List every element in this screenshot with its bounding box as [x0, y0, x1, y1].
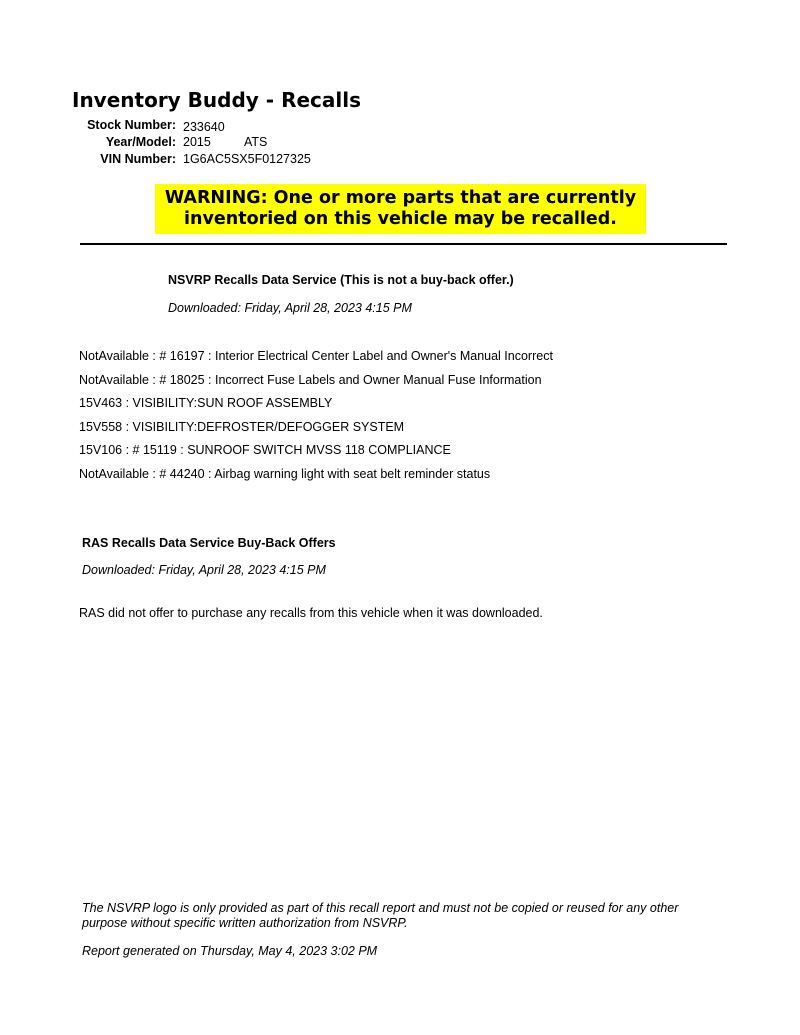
vin-value: 1G6AC5SX5F0127325: [183, 152, 311, 166]
year-model-label: Year/Model:: [105, 135, 176, 149]
recall-item: 15V463 : VISIBILITY:SUN ROOF ASSEMBLY: [79, 396, 333, 410]
vin-label: VIN Number:: [100, 152, 176, 166]
recall-item: NotAvailable : # 16197 : Interior Electrical Center Label and Owner's Manual Incorrect: [79, 349, 553, 363]
logo-disclaimer: The NSVRP logo is only provided as part of this recall report and must not be copied or reused for any other purpose without specific written authorization from NSVRP.: [82, 901, 679, 930]
ras-downloaded: Downloaded: Friday, April 28, 2023 4:15 PM: [82, 563, 326, 577]
ras-message: RAS did not offer to purchase any recalls from this vehicle when it was downloaded.: [79, 606, 543, 620]
stock-number-label: Stock Number:: [87, 118, 176, 132]
page-title: Inventory Buddy - Recalls: [72, 88, 361, 112]
recall-item: NotAvailable : # 44240 : Airbag warning light with seat belt reminder status: [79, 467, 491, 481]
year-value: 2015: [183, 135, 211, 149]
stock-number-value: 233640: [183, 120, 225, 134]
recall-item: 15V558 : VISIBILITY:DEFROSTER/DEFOGGER SYSTEM: [79, 420, 405, 434]
ras-section-title: RAS Recalls Data Service Buy-Back Offers: [82, 536, 336, 550]
nsvrp-section-title: NSVRP Recalls Data Service (This is not a buy-back offer.): [168, 273, 514, 287]
warning-line-1: WARNING: One or more parts that are currently: [164, 188, 637, 208]
model-value: ATS: [244, 135, 268, 149]
report-generated: Report generated on Thursday, May 4, 2023 3:02 PM: [82, 944, 378, 958]
nsvrp-downloaded: Downloaded: Friday, April 28, 2023 4:15 PM: [168, 301, 412, 315]
recall-item: NotAvailable : # 18025 : Incorrect Fuse Labels and Owner Manual Fuse Information: [79, 373, 542, 387]
recall-item: 15V106 : # 15119 : SUNROOF SWITCH MVSS 118 COMPLIANCE: [79, 443, 451, 457]
divider: [80, 243, 727, 245]
warning-line-2: inventoried on this vehicle may be recalled.: [184, 209, 617, 229]
warning-banner: [155, 184, 646, 234]
